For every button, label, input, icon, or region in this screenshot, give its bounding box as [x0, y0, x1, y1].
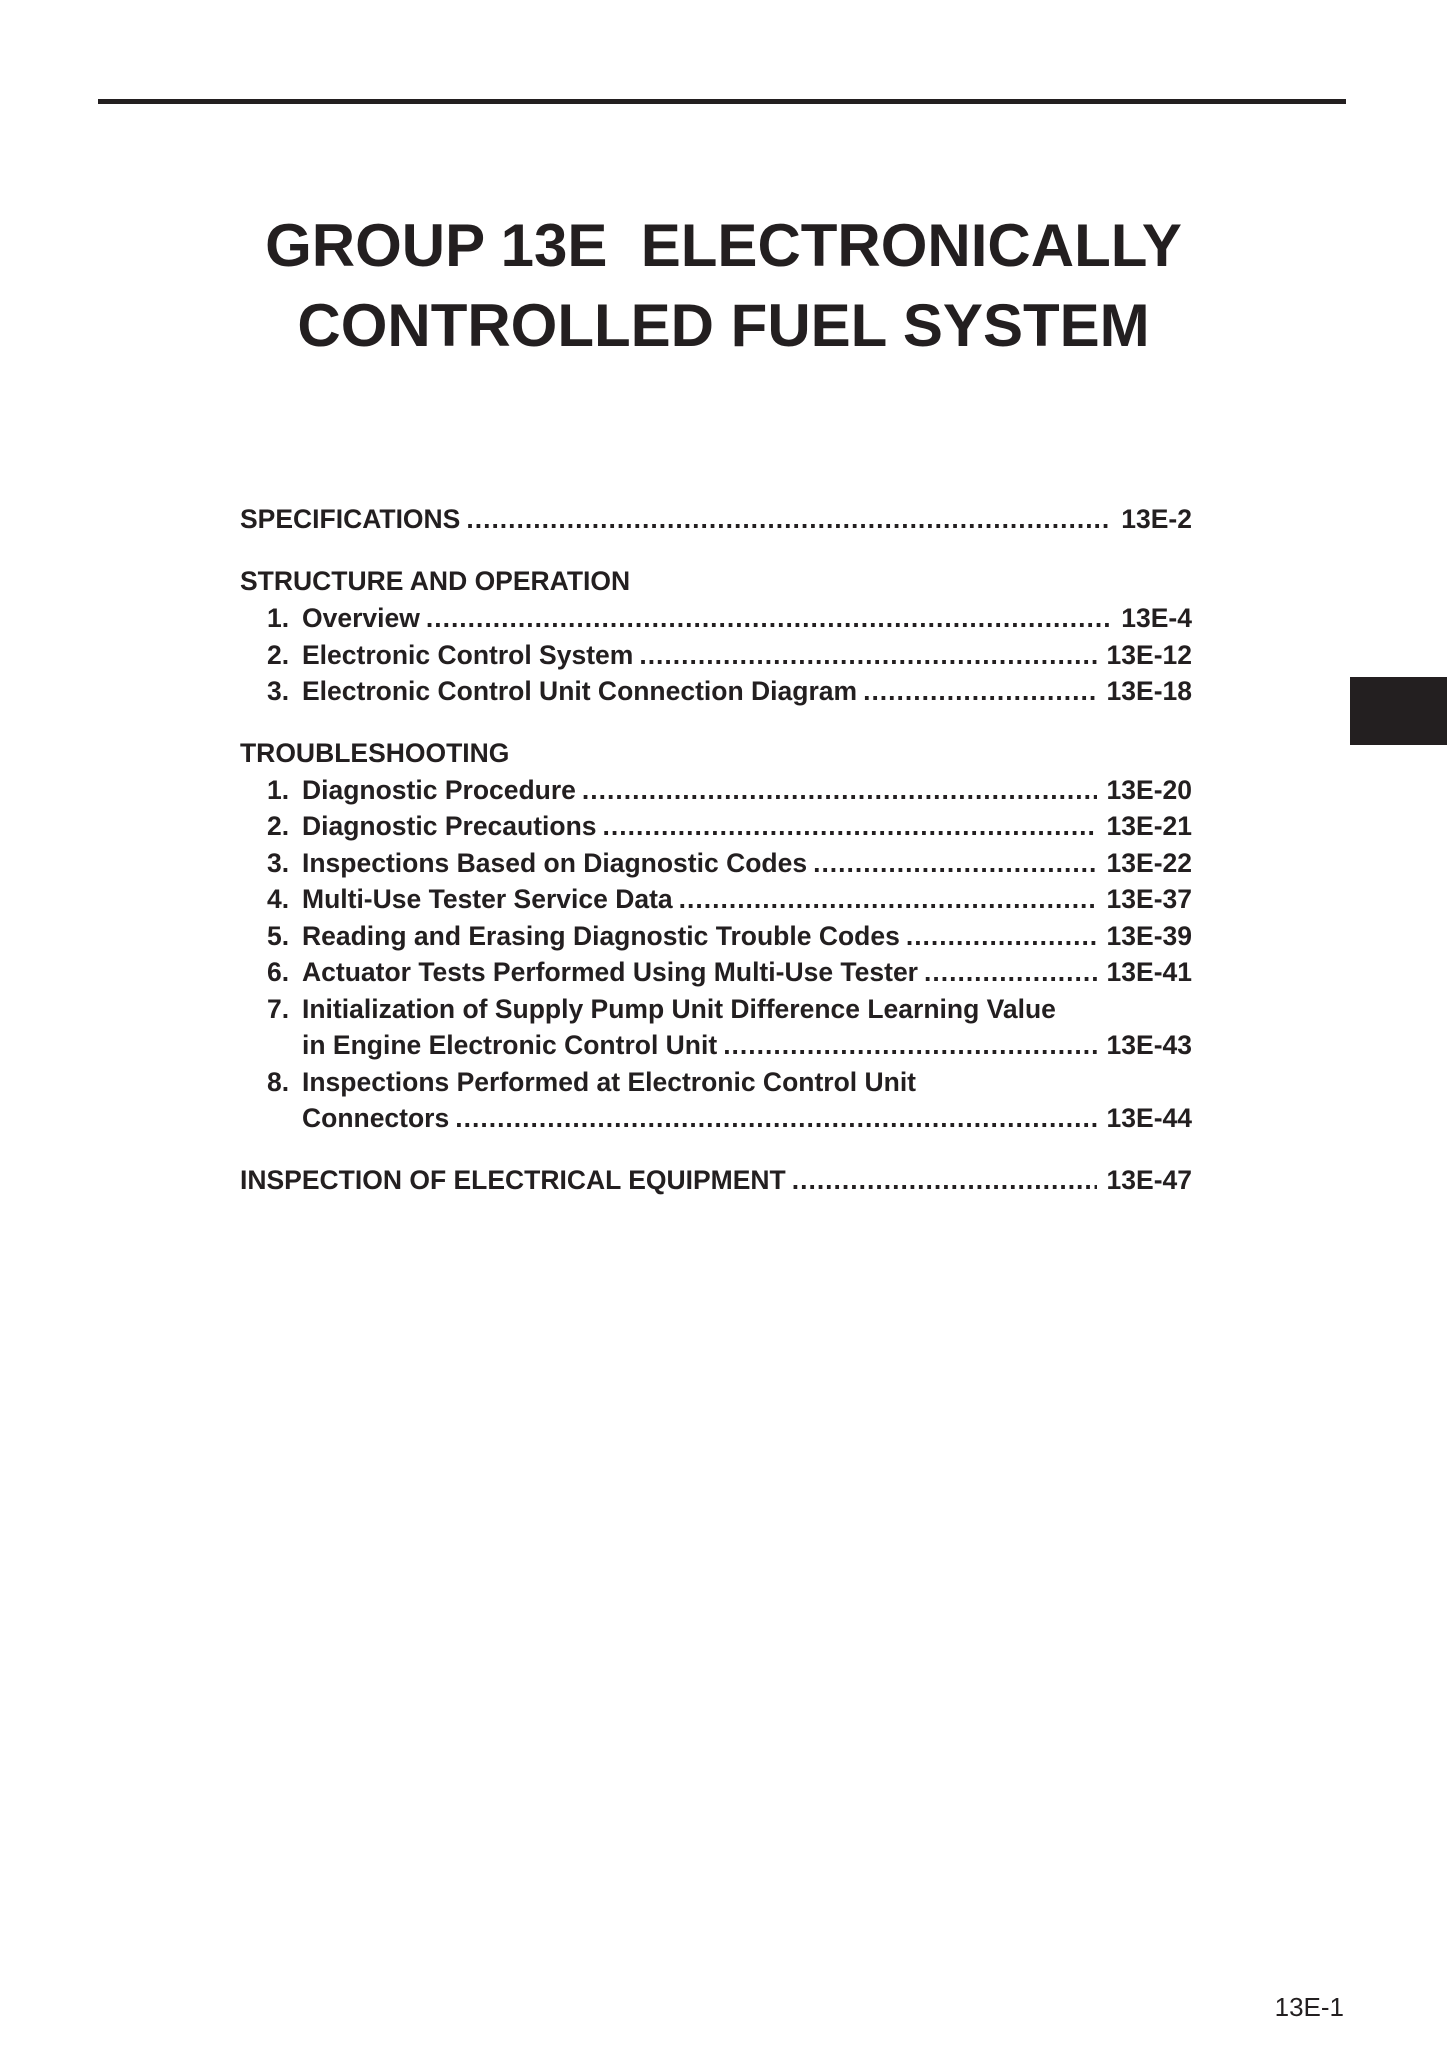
toc-leader-dots: [426, 600, 1111, 637]
toc-page: 13E-20: [1106, 774, 1192, 805]
toc-page: 13E-37: [1106, 884, 1192, 914]
toc-entry-specifications[interactable]: [240, 500, 1192, 538]
toc-leader-dots: [603, 808, 1097, 845]
toc-label: Diagnostic Precautions: [302, 811, 597, 841]
toc-leader-dots: [723, 1027, 1096, 1064]
page-title: [0, 206, 1447, 366]
toc-number: 2.: [267, 639, 290, 670]
title-line-2: CONTROLLED FUEL SYSTEM: [297, 292, 1150, 359]
toc-page: 13E-21: [1106, 811, 1192, 841]
toc-label: INSPECTION OF ELECTRICAL EQUIPMENT: [240, 1164, 786, 1195]
top-rule: [98, 99, 1346, 104]
toc-number: 1.: [267, 774, 290, 805]
toc-number: 2.: [267, 811, 290, 841]
toc-label: Connectors: [302, 1103, 450, 1133]
section-tab-marker: [1350, 677, 1447, 745]
toc-entry[interactable]: [240, 918, 1192, 955]
toc-number: 5.: [267, 920, 290, 951]
toc-heading-structure: [240, 562, 1192, 600]
toc-leader-dots: [792, 1161, 1097, 1199]
toc-number: 1.: [267, 603, 290, 633]
toc-entry-line-2[interactable]: [240, 1100, 1192, 1137]
toc-label: Multi-Use Tester Service Data: [302, 884, 673, 914]
toc-page: 13E-2: [1121, 504, 1192, 534]
toc-entry[interactable]: [240, 954, 1192, 991]
toc-entry[interactable]: [240, 808, 1192, 845]
toc-page: 13E-18: [1106, 676, 1192, 706]
table-of-contents: [240, 500, 1192, 1199]
toc-leader-dots: [455, 1100, 1096, 1137]
toc-number: 7.: [267, 993, 290, 1024]
toc-label: in Engine Electronic Control Unit: [302, 1030, 718, 1060]
toc-section-heading: TROUBLESHOOTING: [240, 737, 510, 768]
toc-entry[interactable]: [240, 673, 1192, 710]
toc-entry-line-2[interactable]: [240, 1027, 1192, 1064]
toc-label: Reading and Erasing Diagnostic Trouble Codes: [302, 920, 900, 951]
toc-entry-line-1[interactable]: [240, 991, 1192, 1028]
toc-label: Overview: [302, 603, 420, 633]
toc-page: 13E-43: [1106, 1030, 1192, 1060]
toc-leader-dots: [466, 500, 1111, 538]
toc-label: Inspections Performed at Electronic Control Unit: [302, 1066, 917, 1097]
toc-label: Electronic Control System: [302, 639, 634, 670]
toc-heading-troubleshooting: [240, 734, 1192, 772]
toc-label: Electronic Control Unit Connection Diagram: [302, 676, 858, 706]
toc-entry[interactable]: [240, 881, 1192, 918]
toc-number: 3.: [267, 847, 290, 878]
toc-page: 13E-41: [1106, 957, 1192, 987]
toc-page: 13E-44: [1106, 1103, 1192, 1133]
toc-leader-dots: [924, 954, 1097, 991]
toc-entry[interactable]: [240, 845, 1192, 882]
toc-label: Diagnostic Procedure: [302, 774, 576, 805]
toc-entry-line-1[interactable]: [240, 1064, 1192, 1101]
toc-number: 4.: [267, 884, 290, 914]
toc-number: 6.: [267, 957, 290, 987]
toc-leader-dots: [906, 918, 1097, 955]
toc-label: Actuator Tests Performed Using Multi-Use Tester: [302, 957, 918, 987]
toc-entry[interactable]: [240, 600, 1192, 637]
toc-label: Initialization of Supply Pump Unit Difference Learning Value: [302, 993, 1056, 1024]
toc-page: 13E-12: [1106, 639, 1192, 670]
title-line-1: GROUP 13E ELECTRONICALLY: [265, 212, 1182, 279]
toc-leader-dots: [813, 845, 1096, 882]
toc-leader-dots: [582, 772, 1097, 809]
toc-number: 8.: [267, 1066, 290, 1097]
toc-page: 13E-22: [1106, 847, 1192, 878]
toc-label: Inspections Based on Diagnostic Codes: [302, 847, 808, 878]
toc-page: 13E-39: [1106, 920, 1192, 951]
toc-number: 3.: [267, 676, 290, 706]
toc-leader-dots: [863, 673, 1096, 710]
toc-label: SPECIFICATIONS: [240, 504, 461, 534]
toc-entry[interactable]: [240, 637, 1192, 674]
toc-entry-inspection[interactable]: [240, 1161, 1192, 1199]
toc-section-heading: STRUCTURE AND OPERATION: [240, 566, 631, 596]
page-number: 13E-1: [1274, 1992, 1344, 2022]
toc-leader-dots: [679, 881, 1097, 918]
toc-page: 13E-47: [1106, 1164, 1192, 1195]
toc-page: 13E-4: [1121, 603, 1192, 633]
toc-leader-dots: [639, 637, 1096, 674]
toc-entry[interactable]: [240, 772, 1192, 809]
